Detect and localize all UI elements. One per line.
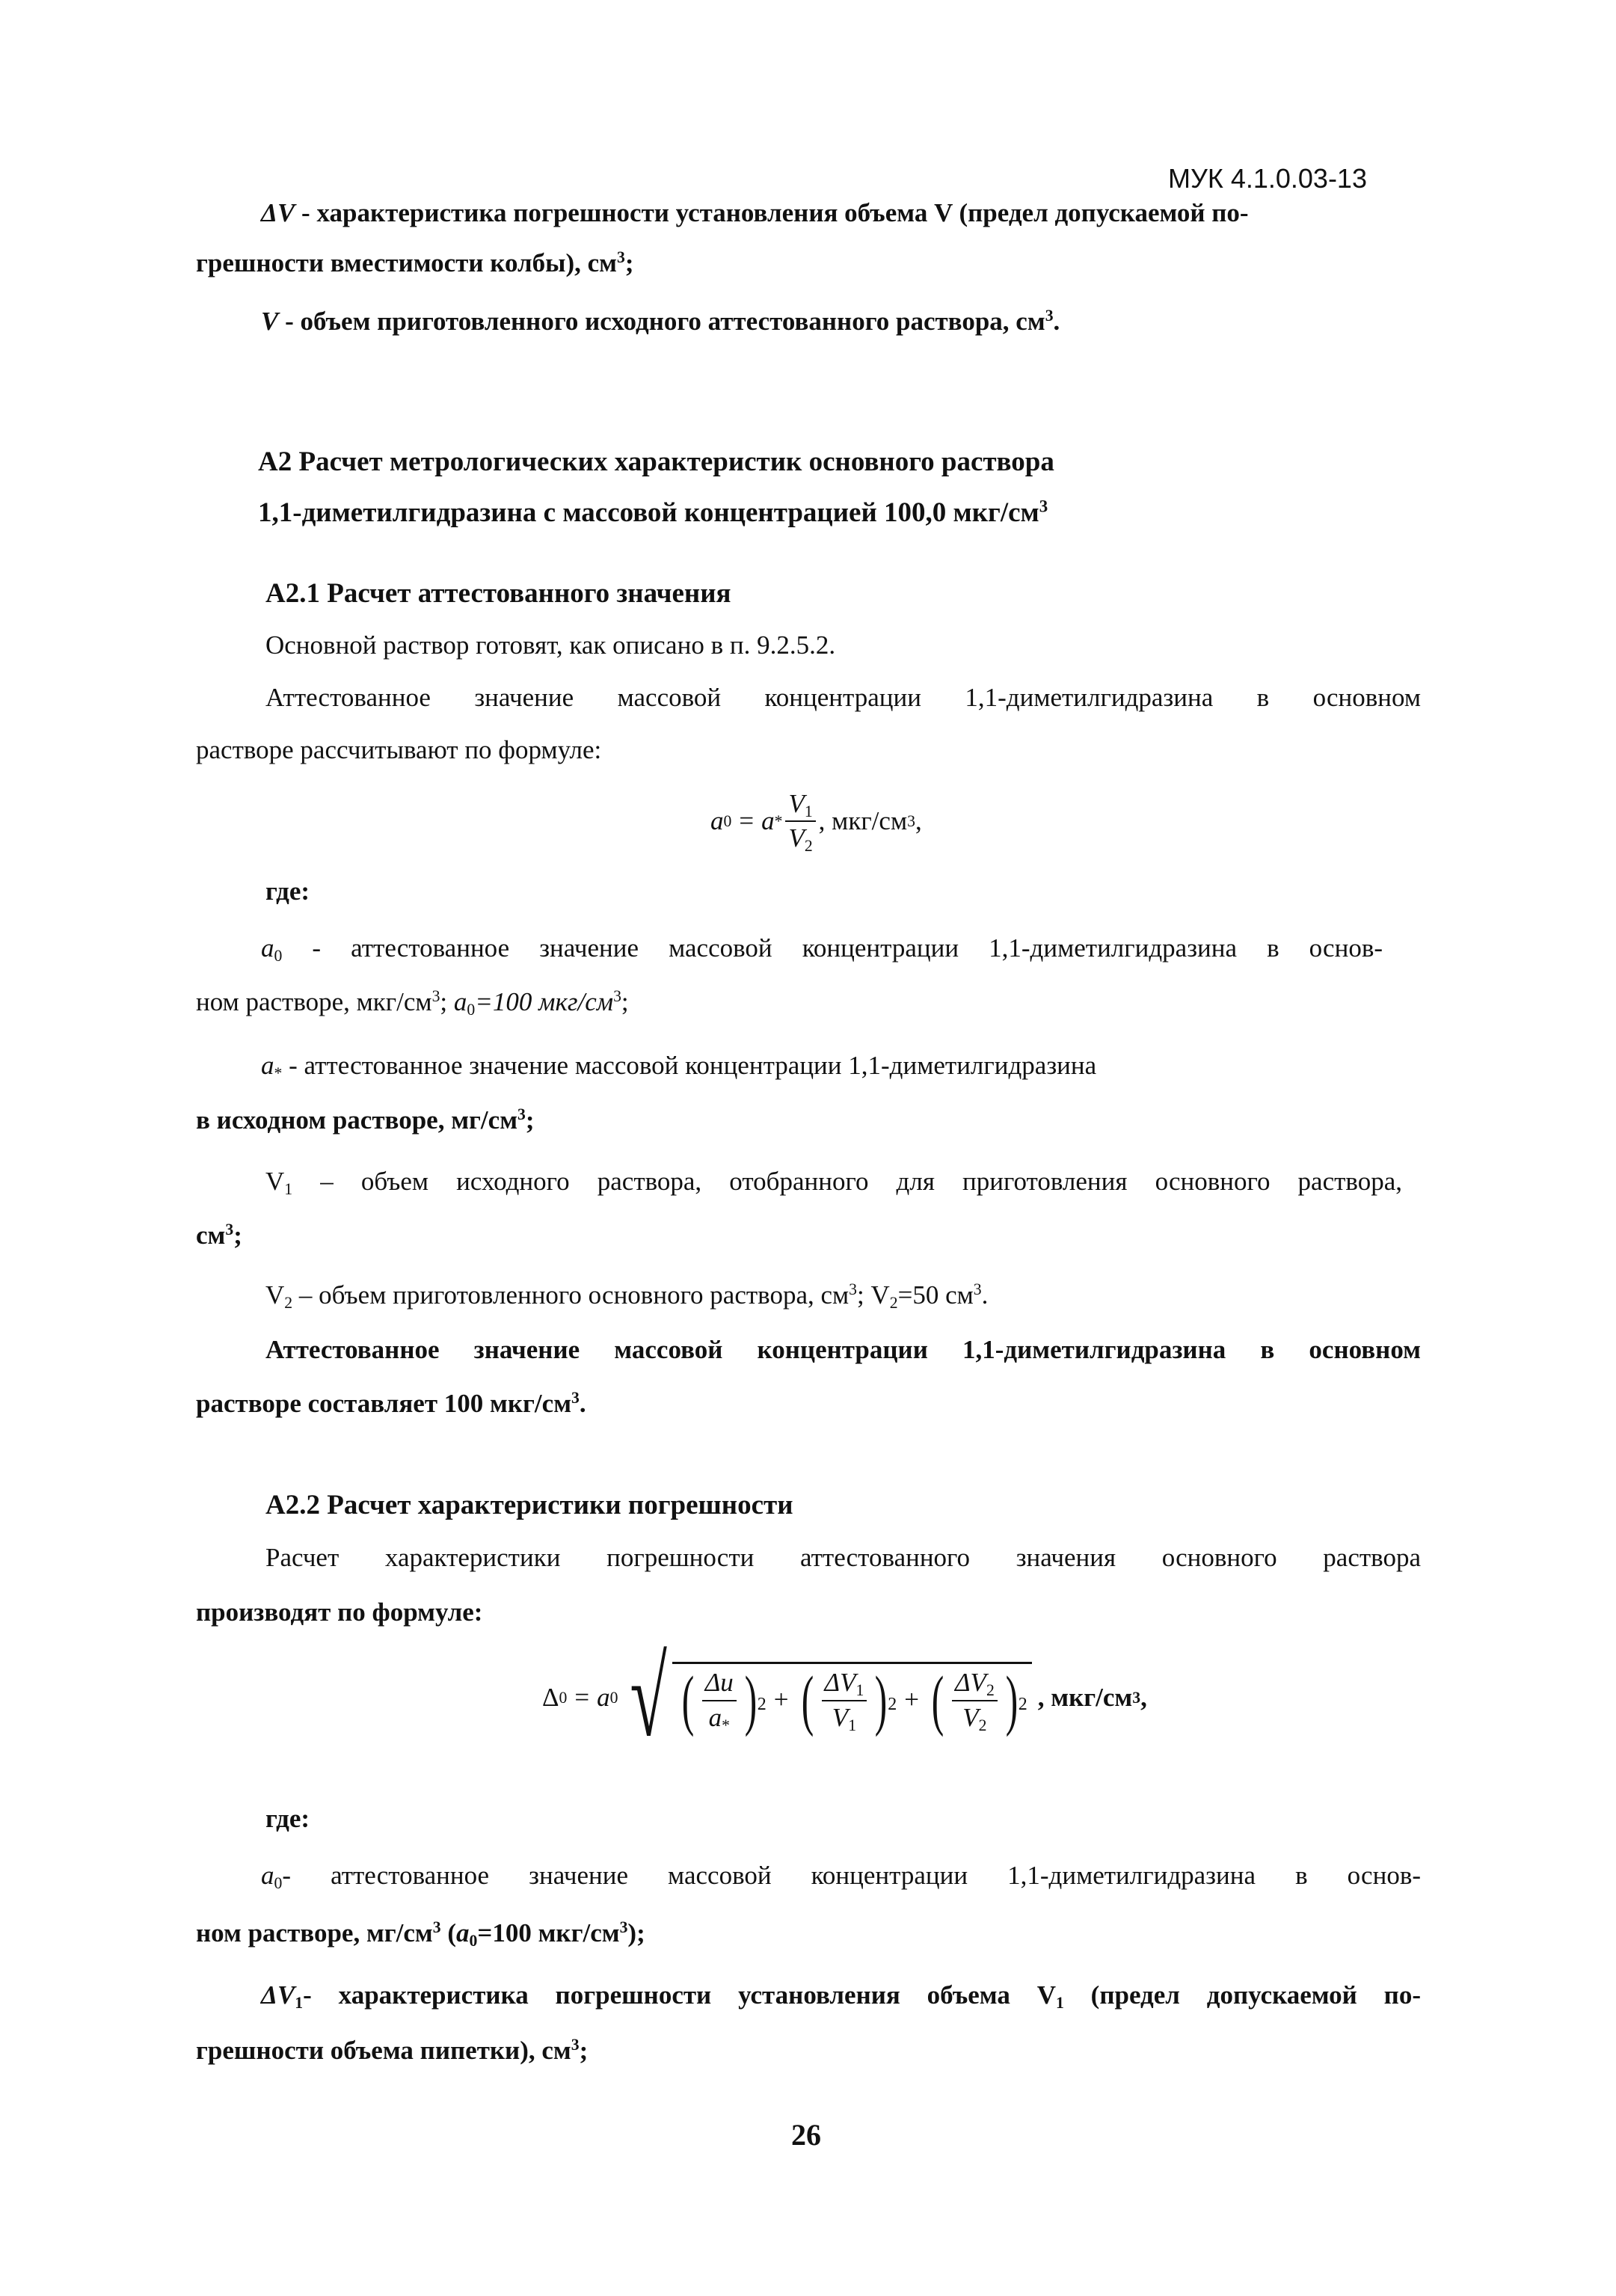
formula1-lhs: a bbox=[710, 806, 724, 836]
formula1-unit: , мкг/см bbox=[818, 806, 908, 836]
paragraph3-line2-text: растворе составляет 100 мкг/см bbox=[196, 1389, 572, 1418]
term3-numerator-sub: 2 bbox=[986, 1681, 995, 1700]
section-a2-heading-line2-text: 1,1-диметилгидразина с массовой концентрацией 100,0 мкг/см bbox=[258, 497, 1039, 528]
a-star-sub: * bbox=[274, 1064, 283, 1083]
formula2-square-root: √ ( $\frac{\Delta u}{a_*}$ ) 2 + ( $\frac{\Delta V_1}{V_1}$ ) 2 + ( $\frac{\Delta V_2}{V_2}$ ) 2 bbox=[618, 1642, 1031, 1754]
formula2-term1 bbox=[702, 1668, 737, 1733]
section-a22-paragraph1-line1: Расчет характеристики погрешности аттестованного значения основного раствора bbox=[265, 1543, 1421, 1572]
section-a2-heading-line1: А2 Расчет метрологических характеристик основного раствора bbox=[258, 446, 1054, 477]
a0-2-symbol: a bbox=[261, 1861, 274, 1890]
v-symbol: V bbox=[261, 307, 279, 336]
v2-text-d: . bbox=[981, 1280, 989, 1310]
delta-v1-text-line1b: (предел допускаемой по- bbox=[1063, 1980, 1421, 2010]
definition-a0-2-line2: ном растворе, $мг/см^3$ ($a_0=100$ мкг/$см^3$); bbox=[196, 1918, 645, 1950]
where-label-1: где: bbox=[265, 877, 310, 906]
section-a21-paragraph1: Основной раствор готовят, как описано в п. 9.2.5.2. bbox=[265, 630, 836, 660]
v-text: - объем приготовленного исходного аттестованного раствора, см bbox=[278, 307, 1045, 336]
a0-sub: 0 bbox=[274, 947, 283, 966]
formula2-term3 bbox=[952, 1668, 998, 1733]
definition-v2: $V_2$ – объем приготовленного основного раствора, $см^3$; $V_2=50$ $см^3$. bbox=[265, 1280, 989, 1313]
term1-denominator-sub: * bbox=[722, 1716, 730, 1734]
a0-text-line2b: ; bbox=[440, 987, 454, 1016]
v2-sub: 2 bbox=[284, 1294, 293, 1313]
term2-denominator-sub: 1 bbox=[848, 1716, 857, 1734]
formula-attested-value: a 0 = a * $\frac{V_1}{V_2}$ , мкг/см 3 , bbox=[710, 789, 922, 856]
section-a21-paragraph2-line2: растворе рассчитывают по формуле: bbox=[196, 735, 602, 764]
formula1-a-star: a bbox=[761, 806, 775, 836]
a0-sub-inline: 0 bbox=[467, 1001, 476, 1019]
v2-sub-inline: 2 bbox=[889, 1294, 898, 1313]
a0-text-line2a: ном растворе, мкг/см bbox=[196, 987, 432, 1016]
definition-a0-2-line1 bbox=[261, 1861, 1421, 1891]
a0-2-sub-inline: 0 bbox=[469, 1932, 478, 1950]
formula1-tail: , bbox=[915, 806, 922, 836]
a0-symbol: a bbox=[261, 933, 274, 963]
formula1-denominator-sub: 2 bbox=[804, 837, 813, 856]
section-a22-paragraph1-line2: производят по формуле: bbox=[196, 1597, 483, 1627]
term2-numerator: ΔV bbox=[824, 1668, 856, 1698]
definition-delta-v1-line2: грешности объема пипетки), $см^3$; bbox=[196, 2036, 589, 2065]
page-number: 26 bbox=[791, 2118, 821, 2152]
v1-text-line1: – объем исходного раствора, отобранного для приготовления основного раствора, bbox=[292, 1167, 1402, 1196]
section-a2-heading-line2: 1,1-диметилгидразина с массовой концентрацией 100,0 мкг/$см^3$ bbox=[258, 497, 1048, 528]
formula1-equals: = bbox=[739, 806, 755, 836]
a0-2-text-line2d: ); bbox=[627, 1918, 645, 1947]
v2-text-b: ; V bbox=[857, 1280, 890, 1310]
term3-numerator: ΔV bbox=[955, 1668, 986, 1698]
v1-symbol: V bbox=[265, 1167, 285, 1196]
v1-sub: 1 bbox=[284, 1180, 293, 1199]
formula2-tail: , bbox=[1140, 1682, 1147, 1712]
formula2-unit: , мкг/см bbox=[1037, 1682, 1133, 1712]
definition-a-star-line2: в исходном растворе, $мг/см^3$; bbox=[196, 1105, 535, 1135]
formula1-denominator: V bbox=[788, 823, 805, 853]
term2-denominator: V bbox=[832, 1702, 849, 1732]
formula1-numerator: V bbox=[788, 789, 805, 818]
a0-2-text-line1: - аттестованное значение массовой концентрации 1,1-диметилгидразина в основ- bbox=[282, 1861, 1421, 1890]
definition-a0-line2: ном растворе, мкг/$см^3$; $a_0=100$ мкг/$см^3$; bbox=[196, 987, 629, 1019]
a0-2-sub: 0 bbox=[274, 1874, 283, 1893]
delta-v1-end: ; bbox=[579, 2036, 589, 2065]
a0-2-text-line2a: ном растворе, мг/см bbox=[196, 1918, 433, 1947]
delta-v1-sub: 1 bbox=[295, 1994, 304, 2013]
definition-delta-v bbox=[261, 198, 1249, 228]
a-star-text-line1: - аттестованное значение массовой концентрации 1,1-диметилгидразина bbox=[282, 1051, 1097, 1080]
term3-exponent: 2 bbox=[1018, 1694, 1027, 1714]
formula2-plus1: + bbox=[773, 1685, 789, 1715]
section-a22-heading: А2.2 Расчет характеристики погрешности bbox=[265, 1490, 793, 1520]
a-star-symbol: a bbox=[261, 1051, 274, 1080]
section-a21-paragraph2-line1: Аттестованное значение массовой концентрации 1,1-диметилгидразина в основном bbox=[265, 683, 1421, 712]
term1-numerator: Δu bbox=[704, 1668, 734, 1698]
a0-symbol-inline: a bbox=[453, 987, 467, 1016]
section-a21-paragraph3-line2: растворе составляет 100 мкг/$см^3$. bbox=[196, 1389, 586, 1418]
delta-v1-text-line1: - характеристика погрешности установления объема V bbox=[303, 1980, 1056, 2010]
formula1-fraction bbox=[785, 789, 815, 854]
a0-2-text-line2b: ( bbox=[440, 1918, 457, 1947]
v1-end: ; bbox=[233, 1221, 242, 1250]
a0-text-line2d: ; bbox=[621, 987, 629, 1016]
a0-2-text-line2c: =100 мкг/см bbox=[477, 1918, 620, 1947]
a-star-end: ; bbox=[525, 1105, 535, 1135]
a0-text-line2c: =100 мкг/см bbox=[475, 987, 614, 1016]
delta-v1-text-line2: грешности объема пипетки), см bbox=[196, 2036, 571, 2065]
definition-delta-v-line2: грешности вместимости колбы), $см^3$; bbox=[196, 248, 634, 277]
delta-v1-sub-inline: 1 bbox=[1055, 1994, 1064, 2013]
definition-a0-line1 bbox=[261, 933, 1383, 966]
term2-exponent: 2 bbox=[888, 1694, 897, 1714]
v2-text-c: =50 см bbox=[897, 1280, 974, 1310]
delta-v-symbol: ΔV bbox=[261, 198, 295, 227]
definition-delta-v1-line1 bbox=[261, 1980, 1421, 2013]
v2-symbol: V bbox=[265, 1280, 285, 1310]
formula2-equals: = bbox=[574, 1682, 590, 1712]
delta-v1-symbol: ΔV bbox=[261, 1980, 295, 2010]
formula-error-characteristic: Δ 0 = a 0 √ ( $\frac{\Delta u}{a_*}$ ) 2 + ( $\frac{\Delta V_1}{V_1}$ ) 2 + ( $\frac{\Delta V_2}{V_2}$ ) 2 , мкг/см 3 , bbox=[542, 1636, 1147, 1760]
formula2-term2 bbox=[822, 1668, 867, 1733]
term3-denominator-sub: 2 bbox=[978, 1716, 987, 1734]
definition-v1-line2: $см^3$; bbox=[196, 1221, 242, 1250]
term1-exponent: 2 bbox=[757, 1694, 766, 1714]
section-a21-heading: А2.1 Расчет аттестованного значения bbox=[265, 578, 731, 609]
term1-denominator: a bbox=[708, 1702, 722, 1732]
formula2-a0: a bbox=[597, 1682, 610, 1712]
definition-v1-line1 bbox=[265, 1167, 1402, 1197]
v1-text-line2: см bbox=[196, 1221, 226, 1250]
definition-v: V - объем приготовленного исходного аттестованного раствора, $см^3$. bbox=[261, 307, 1060, 336]
section-a21-paragraph3-line1: Аттестованное значение массовой концентрации 1,1-диметилгидразина в основном bbox=[265, 1335, 1421, 1364]
delta-v-text-line1: - характеристика погрешности установления объема V (предел допускаемой по- bbox=[295, 198, 1249, 227]
formula2-plus2: + bbox=[904, 1685, 920, 1715]
term2-numerator-sub: 1 bbox=[855, 1681, 864, 1700]
formula1-numerator-sub: 1 bbox=[804, 802, 813, 821]
document-code: МУК 4.1.0.03-13 bbox=[1168, 163, 1367, 194]
where-label-2: где: bbox=[265, 1804, 310, 1833]
definition-a-star-line1 bbox=[261, 1051, 1096, 1081]
a-star-text-line2: в исходном растворе, мг/см bbox=[196, 1105, 518, 1135]
delta-v-text-line2: грешности вместимости колбы), см bbox=[196, 248, 618, 277]
term3-denominator: V bbox=[962, 1702, 979, 1732]
a0-2-symbol-inline: a bbox=[456, 1918, 470, 1947]
v2-text-a: – объем приготовленного основного раствора, см bbox=[292, 1280, 850, 1310]
a0-text-line1: - аттестованное значение массовой концентрации 1,1-диметилгидразина в основ- bbox=[282, 933, 1383, 963]
formula2-lhs: Δ bbox=[542, 1682, 559, 1712]
